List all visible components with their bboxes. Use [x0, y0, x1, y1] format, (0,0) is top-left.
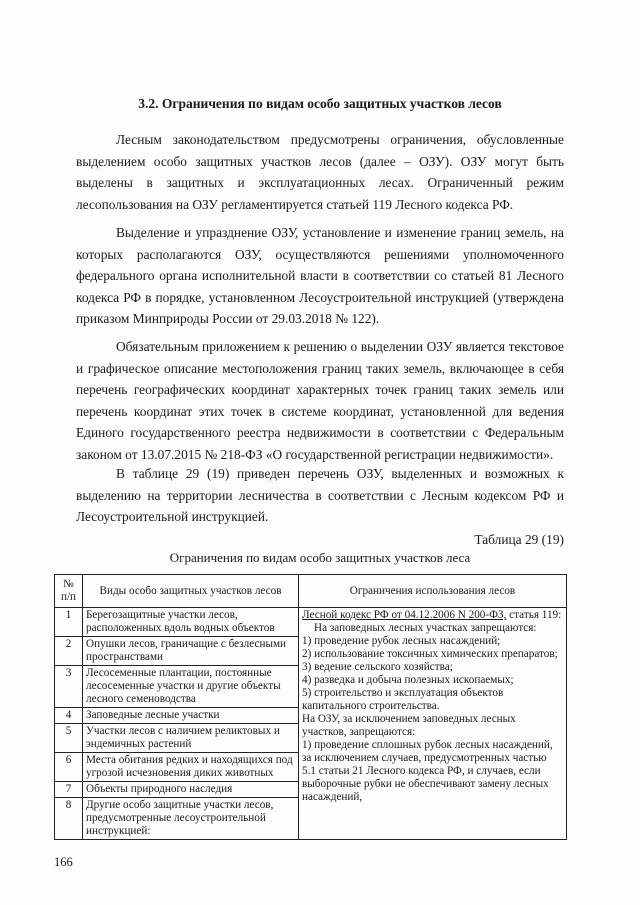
zapoved-item: 1) проведение рубок лесных насаждений;	[302, 635, 501, 647]
row-num: 8	[55, 798, 83, 840]
table-row	[55, 608, 567, 637]
row-num: 6	[55, 753, 83, 782]
header-num: № п/п	[55, 575, 83, 608]
ozu-intro: На ОЗУ, за исключением заповедных лесных участков, запрещаются:	[302, 713, 516, 738]
row-num: 5	[55, 724, 83, 753]
restrictions-table	[54, 574, 567, 840]
zapoved-item: 4) разведка и добыча полезных ископаемых;	[302, 674, 514, 686]
row-name: Опушки лесов, граничащие с безлесными пространствами	[83, 637, 299, 666]
header-restrictions: Ограничения использования лесов	[299, 575, 567, 608]
table-title: Ограничения по видам особо защитных участков леса	[169, 550, 471, 565]
zapoved-item: 3) ведение сельского хозяйства;	[302, 661, 453, 673]
law-reference-tail: статья 119:	[506, 609, 562, 621]
ozu-item: 1) проведение сплошных рубок лесных насаждений, за исключением случаев, предусмотренных частью 5.1 статьи 21 Лесного кодекса РФ, и случаев, если выборочные рубки не обеспечивают замену лесных насаждений,	[302, 739, 553, 803]
row-num: 7	[55, 782, 83, 798]
row-num: 2	[55, 637, 83, 666]
law-reference: Лесной кодекс РФ от 04.12.2006 N 200-ФЗ,	[302, 609, 507, 621]
header-types: Виды особо защитных участков лесов	[83, 575, 299, 608]
table-label: Таблица 29 (19)	[474, 532, 564, 547]
paragraph-1: Лесным законодательством предусмотрены ограничения, обусловленные выделением особо защитных участков лесов (далее – ОЗУ). ОЗУ могут быть выделены в защитных и эксплуатационных лесах. Ограниченный режим лесопользования на ОЗУ регламентируется статьей 119 Лесного кодекса РФ.	[76, 132, 564, 212]
row-num: 3	[55, 666, 83, 708]
paragraph-3: Обязательным приложением к решению о выделении ОЗУ является текстовое и графическое описание местоположения границ таких земель, включающее в себя перечень географических координат характерных точек границ таких земель или перечень координат этих точек в системе координат, установленной для ведения Единого государственного реестра недвижимости в соответствии с Федеральным законом от 13.07.2015 № 218-ФЗ «О государственной регистрации недвижимости».	[76, 339, 564, 462]
page-number: 166	[54, 855, 73, 869]
section-heading: 3.2. Ограничения по видам особо защитных участков лесов	[138, 96, 502, 111]
row-name: Объекты природного наследия	[83, 782, 299, 798]
row-num: 4	[55, 708, 83, 724]
zapoved-item: 5) строительство и эксплуатация объектов капитального строительства.	[302, 687, 504, 712]
restrictions-cell	[299, 608, 567, 840]
paragraph-4: В таблице 29 (19) приведен перечень ОЗУ, выделенных и возможных к выделению на территории лесничества в соответствии с Лесным кодексом РФ и Лесоустроительной инструкцией.	[76, 466, 564, 525]
row-name: Места обитания редких и находящихся под угрозой исчезновения диких животных	[83, 753, 299, 782]
row-name: Участки лесов с наличием реликтовых и эндемичных растений	[83, 724, 299, 753]
row-name: Берегозащитные участки лесов, расположенных вдоль водных объектов	[83, 608, 299, 637]
zapoved-intro: На заповедных лесных участках запрещаются:	[314, 622, 537, 634]
row-num: 1	[55, 608, 83, 637]
paragraph-2: Выделение и упразднение ОЗУ, установление и изменение границ земель, на которых располагаются ОЗУ, осуществляются решениями уполномоченного федерального органа исполнительной власти в соответствии со статьей 81 Лесного кодекса РФ в порядке, установленном Лесоустроительной инструкцией (утверждена приказом Минприроды России от 29.03.2018 № 122).	[76, 225, 564, 327]
row-name: Другие особо защитные участки лесов, предусмотренные лесоустроительной инструкцией:	[83, 798, 299, 840]
row-name: Лесосеменные плантации, постоянные лесосеменные участки и другие объекты лесного семеноводства	[83, 666, 299, 708]
row-name: Заповедные лесные участки	[83, 708, 299, 724]
table-header-row	[55, 575, 567, 608]
zapoved-item: 2) использование токсичных химических препаратов;	[302, 648, 558, 660]
